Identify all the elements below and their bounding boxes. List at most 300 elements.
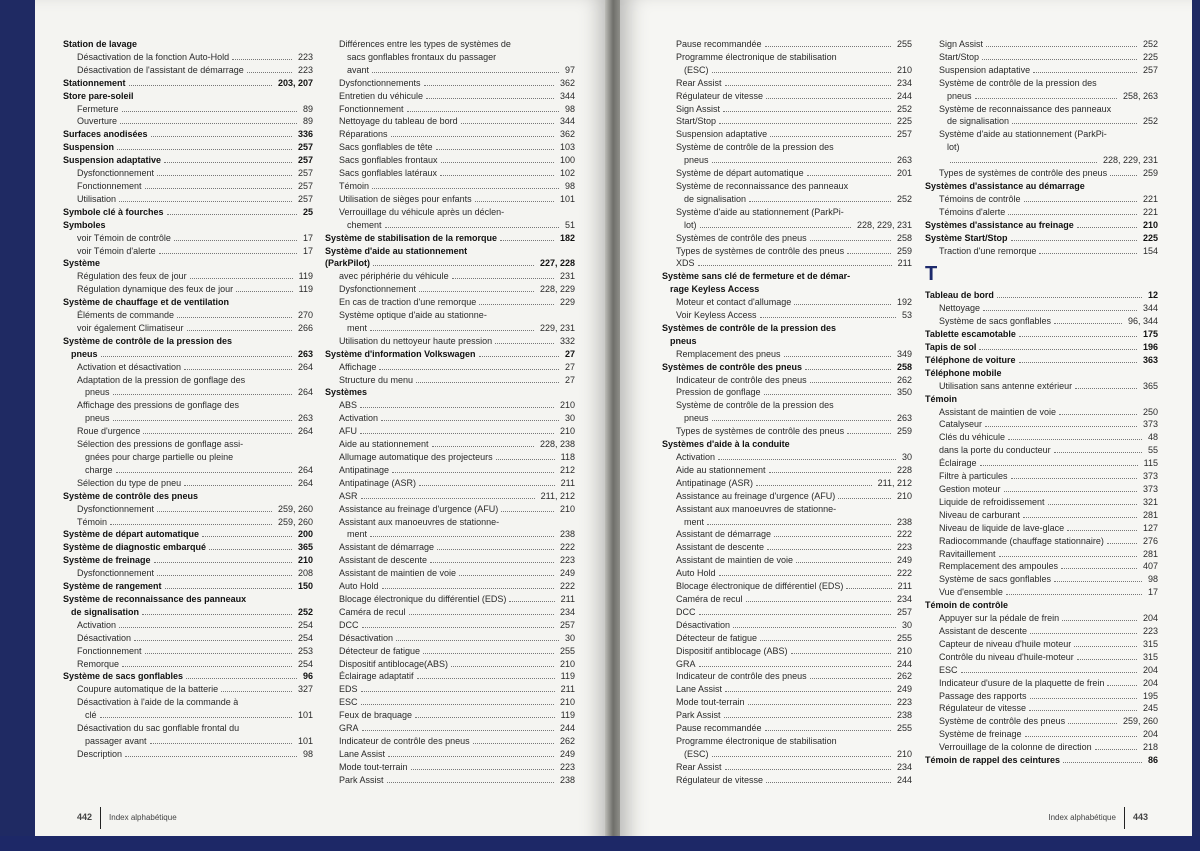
index-subentry bbox=[662, 141, 912, 154]
index-subentry bbox=[925, 702, 1158, 715]
entry-text: AFU bbox=[339, 426, 357, 437]
index-subentry bbox=[662, 619, 912, 632]
page-reference: 252 bbox=[1142, 39, 1158, 49]
page-reference: 211 bbox=[560, 477, 575, 488]
page-reference: 228 bbox=[896, 464, 912, 475]
entry-text: Désactivation du sac gonflable frontal du bbox=[77, 723, 240, 734]
entry-text: Détecteur de fatigue bbox=[339, 645, 421, 656]
index-subentry bbox=[662, 606, 912, 619]
index-subentry bbox=[63, 632, 313, 645]
dot-leader bbox=[810, 678, 891, 679]
index-subentry bbox=[63, 361, 313, 374]
entry-text: Sign Assist bbox=[939, 39, 984, 49]
dot-leader bbox=[698, 265, 892, 266]
page-reference: 98 bbox=[302, 748, 313, 759]
index-subentry bbox=[662, 722, 912, 735]
index-entry bbox=[63, 38, 313, 51]
entry-text: Dysfonctionnements bbox=[339, 77, 421, 88]
index-entry bbox=[63, 554, 313, 567]
index-subentry bbox=[63, 709, 313, 722]
index-subentry bbox=[662, 399, 912, 412]
page-reference: 119 bbox=[298, 284, 313, 295]
dot-leader bbox=[479, 304, 554, 305]
index-subentry bbox=[325, 141, 575, 154]
index-entry bbox=[63, 90, 313, 103]
page-reference: 228, 229 bbox=[539, 284, 575, 295]
page-reference: 96 bbox=[302, 671, 313, 682]
dot-leader bbox=[381, 420, 559, 421]
entry-text: Affichage des pressions de gonflage des bbox=[77, 400, 239, 411]
page-reference: 252 bbox=[297, 606, 313, 617]
entry-text: Sacs gonflables de tête bbox=[339, 142, 433, 153]
entry-text: Suspension bbox=[63, 142, 115, 153]
index-subentry bbox=[662, 348, 912, 361]
dot-leader bbox=[232, 59, 292, 60]
page-reference: 363 bbox=[1142, 354, 1158, 365]
index-subentry bbox=[662, 245, 912, 258]
index-subentry bbox=[662, 374, 912, 387]
dot-leader bbox=[221, 691, 292, 692]
footer-separator bbox=[1124, 807, 1125, 829]
dot-leader bbox=[1019, 362, 1137, 363]
page-reference: 203, 207 bbox=[277, 77, 313, 88]
dot-leader bbox=[473, 743, 554, 744]
dot-leader bbox=[101, 356, 292, 357]
entry-text: Ouverture bbox=[77, 116, 118, 127]
index-subentry bbox=[662, 554, 912, 567]
entry-text: Aide au stationnement bbox=[339, 439, 429, 450]
entry-text: Sélection du type de pneu bbox=[77, 477, 182, 488]
dot-leader bbox=[846, 588, 891, 589]
entry-text: Système de contrôle de la pression des bbox=[676, 142, 834, 153]
entry-text: pneus bbox=[85, 387, 110, 398]
index-subentry bbox=[63, 399, 313, 412]
entry-text: Assistant de maintien de voie bbox=[939, 406, 1057, 417]
index-subentry bbox=[63, 180, 313, 193]
entry-text: Désactivation bbox=[339, 632, 394, 643]
dot-leader bbox=[151, 136, 292, 137]
index-subentry bbox=[662, 477, 912, 490]
dot-leader bbox=[157, 175, 292, 176]
dot-leader bbox=[419, 485, 555, 486]
index-subentry bbox=[662, 683, 912, 696]
page-reference: 17 bbox=[302, 245, 313, 256]
left-page bbox=[35, 0, 608, 851]
index-subentry bbox=[63, 567, 313, 580]
entry-text: clé bbox=[85, 710, 97, 721]
dot-leader bbox=[748, 704, 891, 705]
page-reference: 263 bbox=[297, 348, 313, 359]
page-reference: 263 bbox=[896, 413, 912, 424]
entry-text: Système sans clé de fermeture et de démar- bbox=[662, 271, 851, 282]
page-reference: 350 bbox=[896, 387, 912, 398]
dot-leader bbox=[1062, 620, 1137, 621]
entry-text: Désactivation bbox=[77, 632, 132, 643]
index-subentry bbox=[662, 77, 912, 90]
entry-text: ment bbox=[347, 529, 368, 540]
entry-text: chement bbox=[347, 219, 382, 230]
index-entry bbox=[63, 154, 313, 167]
entry-text: Caméra de recul bbox=[339, 606, 406, 617]
page-reference: 30 bbox=[901, 452, 912, 462]
index-subentry bbox=[325, 516, 575, 529]
page-reference: 98 bbox=[564, 103, 575, 114]
index-subentry bbox=[662, 425, 912, 438]
page-reference: 244 bbox=[559, 723, 575, 734]
page-reference: 204 bbox=[1142, 729, 1158, 740]
page-reference: 210 bbox=[896, 64, 912, 75]
page-footer bbox=[77, 807, 177, 829]
page-reference: 234 bbox=[896, 761, 912, 772]
dot-leader bbox=[1019, 336, 1137, 337]
index-subentry bbox=[325, 154, 575, 167]
dot-leader bbox=[119, 201, 292, 202]
index-subentry bbox=[63, 477, 313, 490]
page-reference: 119 bbox=[560, 671, 575, 682]
dot-leader bbox=[770, 136, 891, 137]
index-entry bbox=[325, 245, 575, 258]
dot-leader bbox=[794, 304, 891, 305]
dot-leader bbox=[847, 433, 891, 434]
page-reference: 221 bbox=[1142, 193, 1158, 204]
entry-text: dans la porte du conducteur bbox=[939, 445, 1051, 456]
entry-text: Téléphone de voiture bbox=[925, 354, 1016, 365]
entry-text: Sacs gonflables latéraux bbox=[339, 168, 438, 179]
index-entry bbox=[925, 180, 1158, 193]
entry-text: Utilisation sans antenne extérieur bbox=[939, 380, 1073, 391]
index-subentry bbox=[662, 51, 912, 64]
entry-text: Assistant aux manoeuvres de stationne- bbox=[339, 516, 500, 527]
entry-text: rage Keyless Access bbox=[670, 284, 760, 295]
page-reference: 258 bbox=[896, 232, 912, 243]
entry-text: Contrôle du niveau d'huile-moteur bbox=[939, 651, 1074, 662]
entry-text: Clés du véhicule bbox=[939, 432, 1006, 443]
dot-leader bbox=[391, 136, 554, 137]
entry-text: Assistant de descente bbox=[339, 555, 428, 566]
index-subentry bbox=[325, 399, 575, 412]
dot-leader bbox=[154, 562, 292, 563]
dot-leader bbox=[719, 123, 891, 124]
page-reference: 211 bbox=[897, 581, 912, 592]
dot-leader bbox=[117, 149, 292, 150]
entry-text: Sign Assist bbox=[676, 103, 721, 114]
entry-text: Fonctionnement bbox=[77, 180, 142, 191]
entry-text: Rear Assist bbox=[676, 761, 722, 772]
index-subentry bbox=[325, 464, 575, 477]
page-reference: 365 bbox=[1142, 380, 1158, 391]
dot-leader bbox=[725, 691, 891, 692]
index-subentry bbox=[662, 761, 912, 774]
index-subentry bbox=[63, 309, 313, 322]
page-reference: 315 bbox=[1142, 651, 1158, 662]
dot-leader bbox=[766, 782, 891, 783]
index-subentry bbox=[662, 748, 912, 761]
index-subentry bbox=[925, 535, 1158, 548]
entry-text: Passage des rapports bbox=[939, 690, 1027, 701]
entry-text: pneus bbox=[947, 90, 972, 101]
page-reference: 349 bbox=[896, 348, 912, 359]
entry-text: Dysfonctionnement bbox=[77, 168, 155, 179]
entry-text: Système de sacs gonflables bbox=[939, 316, 1052, 327]
page-reference: 211 bbox=[897, 258, 912, 269]
dot-leader bbox=[360, 407, 554, 408]
index-subentry bbox=[662, 412, 912, 425]
page-reference: 262 bbox=[896, 374, 912, 385]
dot-leader bbox=[1006, 594, 1142, 595]
dot-leader bbox=[419, 291, 534, 292]
entry-text: Système de diagnostic embarqué bbox=[63, 542, 207, 553]
dot-leader bbox=[164, 162, 292, 163]
page-reference: 17 bbox=[1147, 587, 1158, 598]
dot-leader bbox=[766, 98, 891, 99]
dot-leader bbox=[725, 85, 891, 86]
index-subentry bbox=[63, 51, 313, 64]
dot-leader bbox=[760, 317, 896, 318]
entry-text: Système d'aide au stationnement (ParkPi- bbox=[939, 129, 1107, 140]
dot-leader bbox=[120, 123, 297, 124]
index-entry bbox=[63, 128, 313, 141]
index-subentry bbox=[662, 38, 912, 51]
page-reference: 27 bbox=[564, 374, 575, 385]
index-subentry bbox=[63, 438, 313, 451]
entry-text: Régulation dynamique des feux de jour bbox=[77, 284, 234, 295]
entry-text: Nettoyage bbox=[939, 303, 981, 314]
page-reference: 53 bbox=[901, 310, 912, 321]
page-reference: 27 bbox=[564, 348, 575, 359]
index-column bbox=[63, 38, 313, 761]
dot-leader bbox=[360, 433, 554, 434]
index-entry bbox=[925, 367, 1158, 380]
entry-text: Désactivation à l'aide de la commande à bbox=[77, 697, 239, 708]
index-subentry bbox=[325, 645, 575, 658]
index-subentry bbox=[925, 406, 1158, 419]
entry-text: Régulateur de vitesse bbox=[939, 703, 1027, 714]
dot-leader bbox=[157, 511, 272, 512]
dot-leader bbox=[113, 420, 292, 421]
entry-text: Tablette escamotable bbox=[925, 329, 1016, 340]
index-subentry bbox=[325, 438, 575, 451]
entry-text: Système optique d'aide au stationne- bbox=[339, 310, 487, 321]
dot-leader bbox=[765, 46, 891, 47]
index-letter-heading: T bbox=[925, 263, 938, 286]
page-reference: 281 bbox=[1142, 509, 1158, 520]
page-reference: 182 bbox=[559, 232, 575, 243]
entry-text: Système de freinage bbox=[939, 729, 1022, 740]
dot-leader bbox=[157, 575, 292, 576]
entry-text: pneus bbox=[684, 413, 709, 424]
entry-text: Feux de braquage bbox=[339, 710, 413, 721]
index-subentry bbox=[662, 464, 912, 477]
index-subentry bbox=[662, 90, 912, 103]
page-reference: 249 bbox=[559, 748, 575, 759]
page-reference: 249 bbox=[896, 684, 912, 695]
index-subentry bbox=[662, 128, 912, 141]
page-reference: 257 bbox=[297, 142, 313, 153]
index-entry bbox=[662, 438, 912, 451]
dot-leader bbox=[699, 614, 891, 615]
index-entry bbox=[662, 361, 912, 374]
dot-leader bbox=[409, 614, 554, 615]
entry-text: Témoin bbox=[925, 393, 958, 404]
dot-leader bbox=[985, 426, 1137, 427]
dot-leader bbox=[1110, 175, 1137, 176]
index-subentry bbox=[662, 193, 912, 206]
page-reference: 344 bbox=[559, 90, 575, 101]
index-subentry bbox=[63, 193, 313, 206]
index-subentry bbox=[662, 154, 912, 167]
dot-leader bbox=[982, 59, 1137, 60]
entry-text: Fonctionnement bbox=[339, 103, 404, 114]
page-reference: 223 bbox=[896, 697, 912, 708]
dot-leader bbox=[1023, 517, 1137, 518]
index-entry bbox=[63, 528, 313, 541]
index-entry bbox=[63, 670, 313, 683]
dot-leader bbox=[791, 653, 891, 654]
index-subentry bbox=[925, 154, 1158, 167]
index-entry bbox=[662, 322, 912, 335]
entry-text: gnées pour charge partielle ou pleine bbox=[85, 452, 234, 462]
entry-text: Systèmes d'assistance au démarrage bbox=[925, 180, 1085, 191]
dot-leader bbox=[430, 562, 554, 563]
entry-text: Assistant de descente bbox=[676, 542, 765, 553]
page-reference: 211 bbox=[560, 593, 575, 604]
entry-text: Système d'information Volkswagen bbox=[325, 348, 476, 359]
page-reference: 119 bbox=[560, 710, 575, 721]
index-subentry bbox=[662, 774, 912, 787]
dot-leader bbox=[1025, 736, 1137, 737]
entry-text: Pression de gonflage bbox=[676, 387, 761, 398]
page-reference: 98 bbox=[564, 180, 575, 191]
entry-text: Suspension adaptative bbox=[676, 129, 768, 140]
dot-leader bbox=[1107, 685, 1137, 686]
dot-leader bbox=[719, 575, 891, 576]
entry-text: Système de chauffage et de ventilation bbox=[63, 297, 230, 308]
page-reference: 244 bbox=[896, 658, 912, 669]
page-reference: 211, 212 bbox=[877, 477, 912, 488]
entry-text: Régulateur de vitesse bbox=[676, 774, 764, 785]
page-reference: 254 bbox=[297, 632, 313, 643]
dot-leader bbox=[100, 717, 292, 718]
dot-leader bbox=[396, 640, 559, 641]
index-entry bbox=[925, 341, 1158, 354]
index-subentry bbox=[325, 322, 575, 335]
page-reference: 210 bbox=[559, 697, 575, 708]
dot-leader bbox=[1004, 491, 1137, 492]
entry-text: Description bbox=[77, 748, 123, 759]
index-subentry bbox=[63, 735, 313, 748]
index-subentry bbox=[925, 418, 1158, 431]
entry-text: Système bbox=[63, 258, 101, 269]
dot-leader bbox=[986, 46, 1137, 47]
dot-leader bbox=[796, 562, 891, 563]
page-reference: 102 bbox=[559, 168, 575, 179]
page-reference: 210 bbox=[896, 645, 912, 656]
page-reference: 264 bbox=[297, 464, 313, 475]
index-subentry bbox=[63, 322, 313, 335]
index-entry bbox=[63, 77, 313, 90]
entry-text: ASR bbox=[339, 490, 358, 501]
index-subentry bbox=[63, 516, 313, 529]
index-entry bbox=[63, 490, 313, 503]
page-reference: 234 bbox=[896, 77, 912, 88]
index-subentry bbox=[662, 632, 912, 645]
page-reference: 362 bbox=[559, 77, 575, 88]
entry-text: Système de stabilisation de la remorque bbox=[325, 232, 498, 243]
entry-text: Témoin bbox=[339, 180, 370, 191]
entry-text: voir Témoin d'alerte bbox=[77, 245, 156, 256]
dot-leader bbox=[983, 310, 1137, 311]
page-reference: 315 bbox=[1142, 638, 1158, 649]
index-subentry bbox=[63, 722, 313, 735]
index-entry bbox=[325, 386, 575, 399]
dot-leader bbox=[451, 666, 554, 667]
index-subentry bbox=[662, 219, 912, 232]
entry-text: pneus bbox=[684, 155, 709, 166]
entry-text: Store pare-soleil bbox=[63, 90, 134, 101]
entry-text: Utilisation bbox=[77, 193, 117, 204]
entry-text: Indicateur d'usure de la plaquette de frein bbox=[939, 677, 1105, 688]
dot-leader bbox=[372, 72, 559, 73]
dot-leader bbox=[805, 369, 891, 370]
index-subentry bbox=[325, 670, 575, 683]
index-subentry bbox=[325, 683, 575, 696]
page-footer bbox=[1048, 807, 1148, 829]
index-subentry bbox=[925, 573, 1158, 586]
page-reference: 344 bbox=[559, 116, 575, 127]
entry-text: Système de départ automatique bbox=[676, 168, 804, 179]
page-reference: 234 bbox=[896, 593, 912, 604]
entry-text: Fermeture bbox=[77, 103, 119, 114]
index-subentry bbox=[325, 696, 575, 709]
dot-leader bbox=[1039, 253, 1137, 254]
index-subentry bbox=[325, 619, 575, 632]
page-reference: 252 bbox=[1142, 116, 1158, 127]
index-subentry bbox=[63, 425, 313, 438]
page-reference: 30 bbox=[901, 619, 912, 630]
index-entry bbox=[925, 599, 1158, 612]
entry-text: Assistant de maintien de voie bbox=[676, 555, 794, 566]
page-reference: 263 bbox=[896, 155, 912, 166]
page-reference: 210 bbox=[1142, 219, 1158, 230]
entry-text: Entretien du véhicule bbox=[339, 90, 424, 101]
entry-text: Réparations bbox=[339, 129, 388, 140]
entry-text: voir Témoin de contrôle bbox=[77, 232, 171, 243]
dot-leader bbox=[1008, 214, 1137, 215]
index-subentry bbox=[325, 412, 575, 425]
page-reference: 210 bbox=[559, 426, 575, 437]
dot-leader bbox=[387, 782, 554, 783]
dot-leader bbox=[1054, 452, 1142, 453]
entry-text: Système de reconnaissance des panneaux bbox=[63, 593, 247, 604]
page-reference: 238 bbox=[896, 710, 912, 721]
dot-leader bbox=[417, 678, 555, 679]
entry-text: Nettoyage du tableau de bord bbox=[339, 116, 458, 127]
entry-text: Système d'aide au stationnement (ParkPi- bbox=[676, 206, 844, 217]
dot-leader bbox=[707, 524, 891, 525]
entry-text: Park Assist bbox=[339, 774, 384, 785]
entry-text: Aide au stationnement bbox=[676, 464, 766, 475]
index-subentry bbox=[925, 167, 1158, 180]
page-reference: 210 bbox=[559, 400, 575, 411]
index-entry bbox=[63, 257, 313, 270]
entry-text: de signalisation bbox=[684, 193, 747, 204]
entry-text: Dispositif antiblocage(ABS) bbox=[339, 658, 449, 669]
dot-leader bbox=[961, 672, 1137, 673]
dot-leader bbox=[379, 369, 559, 370]
dot-leader bbox=[385, 227, 559, 228]
dot-leader bbox=[1011, 478, 1137, 479]
dot-leader bbox=[1029, 710, 1137, 711]
